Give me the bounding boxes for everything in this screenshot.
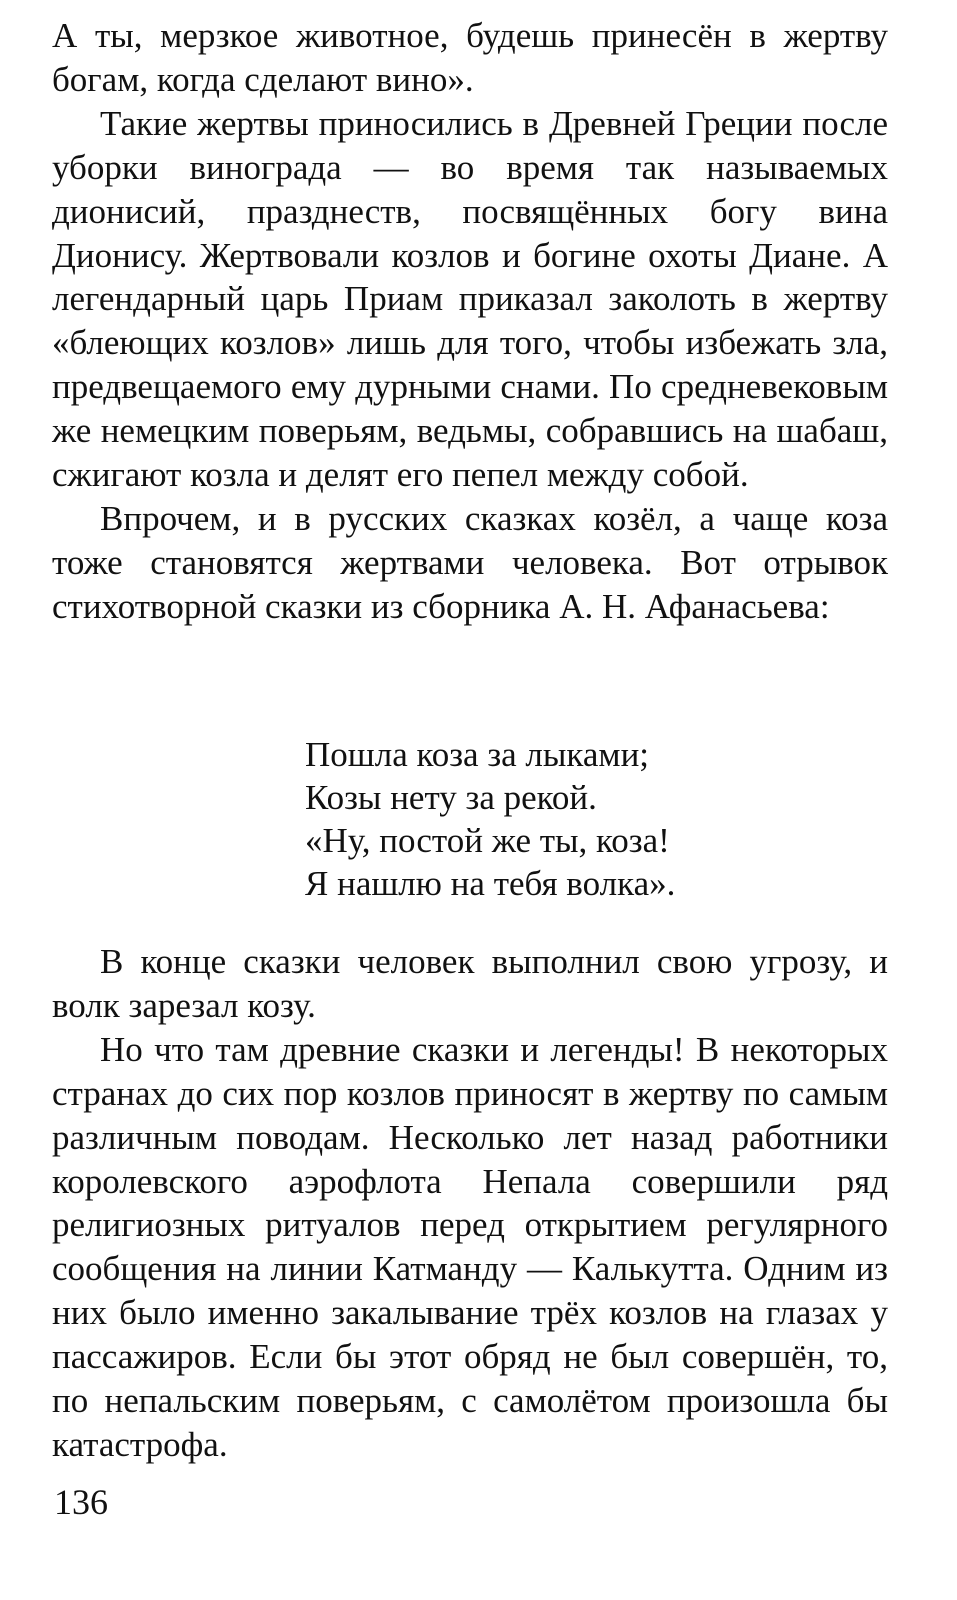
poem-line: Козы нету за рекой. xyxy=(305,778,597,817)
paragraph-tale-ending: В конце сказки человек выполнил свою угрозу, и волк зарезал козу. xyxy=(52,942,888,1025)
poem-line: «Ну, постой же ты, коза! xyxy=(305,821,670,860)
poem-excerpt xyxy=(305,733,865,905)
poem-line: Я нашлю на тебя волка». xyxy=(305,864,676,903)
text-block-top xyxy=(52,14,888,629)
page-number: 136 xyxy=(54,1482,108,1522)
poem-line: Пошла коза за лыками; xyxy=(305,735,650,774)
text-block-bottom xyxy=(52,940,888,1467)
paragraph-russian-tales: Впрочем, и в русских сказках козёл, а чаще коза тоже становятся жертвами человека. Вот отрывок стихотворной сказки из сборника А. Н. Афанасьева: xyxy=(52,498,888,626)
paragraph-nepal-ritual: Но что там древние сказки и легенды! В некоторых странах до сих пор козлов приносят в жертву по самым различным поводам. Несколько лет назад работники королевского аэрофлота Непала совершили ряд религиозных ритуалов перед открытием регулярного сообщения на линии Катманду — Калькутта. Одним из них было именно закалывание трёх козлов на глазах у пассажиров. Если бы этот обряд не был совершён, то, по непальским поверьям, с самолётом произошла бы катастрофа. xyxy=(52,1029,888,1464)
paragraph-continuation: А ты, мерзкое животное, будешь принесён в жертву богам, когда сделают вино». xyxy=(52,16,888,99)
paragraph-greek-sacrifices: Такие жертвы приносились в Древней Греции после уборки винограда — во время так называемых дионисий, празднеств, посвящённых богу вина Дионису. Жертвовали козлов и богине охоты Диане. А легендарный царь Приам приказал заколоть в жертву «блеющих козлов» лишь для того, чтобы избежать зла, предвещаемого ему дурными снами. По средневековым же немецким поверьям, ведьмы, собравшись на шабаш, сжигают козла и делят его пепел между собой. xyxy=(52,103,888,495)
